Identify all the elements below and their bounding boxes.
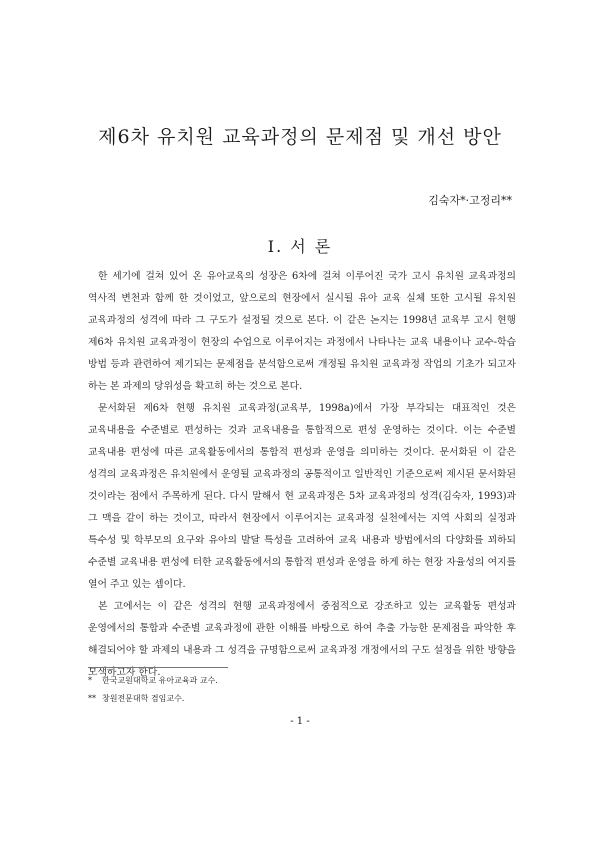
page-number: - 1 -	[290, 716, 310, 727]
footnotes	[88, 672, 518, 708]
footnote-divider	[88, 667, 228, 668]
paragraph-3: 본 고에서는 이 같은 성격의 현행 교육과정에서 중점적으로 강조하고 있는 교육활동 편성과 운영에서의 통합과 수준별 교육과정에 관한 이해를 바탕으로 하여 추출 가능한 문제점을 파악한 후 해결되어야 할 과제의 내용과 그 성격을 규명함으로써 교육과정 개정에서의 구도 설정을 위한 방향을 모색하고자 한다.	[88, 601, 516, 678]
footnote-2	[88, 690, 518, 708]
body-text	[88, 266, 516, 684]
paragraph-1: 한 세기에 걸쳐 있어 온 유아교육의 성장은 6차에 걸쳐 이루어진 국가 고시 유치원 교육과정의 역사적 변천과 함께 한 것이었고, 앞으로의 현장에서 실시될 유아 교육 실체 또한 고시될 유치원 교육과정의 성격에 따라 그 구도가 설정될 것으로 본다. 이 같은 논지는 1998년 교육부 고시 현행 제6차 유치원 교육과정이 현장의 수업으로 이루어지는 과정에서 나타나는 교육 내용이나 교수-학습 방법 등과 관련하여 제기되는 문제점을 분석함으로써 개정될 유치원 교육과정 작업의 기초가 되고자 하는 본 과제의 당위성을 확고히 하는 것으로 본다.	[88, 271, 516, 392]
footnote-text: 한국교원대학교 유아교육과 교수.	[102, 676, 218, 685]
footnote-mark: *	[88, 676, 92, 685]
paper-title: 제6차 유치원 교육과정의 문제점 및 개선 방안	[98, 126, 502, 148]
footnote-mark: **	[88, 694, 96, 703]
footnote-1	[88, 672, 518, 690]
footnote-text: 창원전문대학 겸임교수.	[102, 694, 185, 703]
section-heading: I. 서 론	[267, 237, 333, 256]
paragraph-2: 문서화된 제6차 현행 유치원 교육과정(교육부, 1998a)에서 가장 부각되는 대표적인 것은 교육내용을 수준별로 편성하는 것과 교육내용을 통합적으로 편성 운영하는 것이다. 이는 수준별 교육내용 편성에 따른 교육활동에서의 통합적 편성과 운영을 의미하는 것이다. 문서화된 이 같은 성격의 교육과정은 유치원에서 운영될 교육과정의 공통적이고 일반적인 기준으로써 제시된 문서화된 것이라는 점에서 주목하게 된다. 다시 말해서 현 교육과정은 5차 교육과정의 성격(김숙자, 1993)과 그 맥을 같이 하는 것이고, 따라서 현장에서 이루어지는 교육과정 실천에서는 지역 사회의 실정과 특수성 및 학부모의 요구와 유아의 발달 특성을 고려하여 교육 내용과 방법에서의 다양화를 꾀하되 수준별 교육내용 편성에 터한 교육활동에서의 통합적 편성과 운영을 하게 하는 현장 자율성의 여지를 열어 주고 있는 셈이다.	[88, 403, 516, 590]
author-line: 김숙자*·고정리**	[428, 194, 512, 207]
